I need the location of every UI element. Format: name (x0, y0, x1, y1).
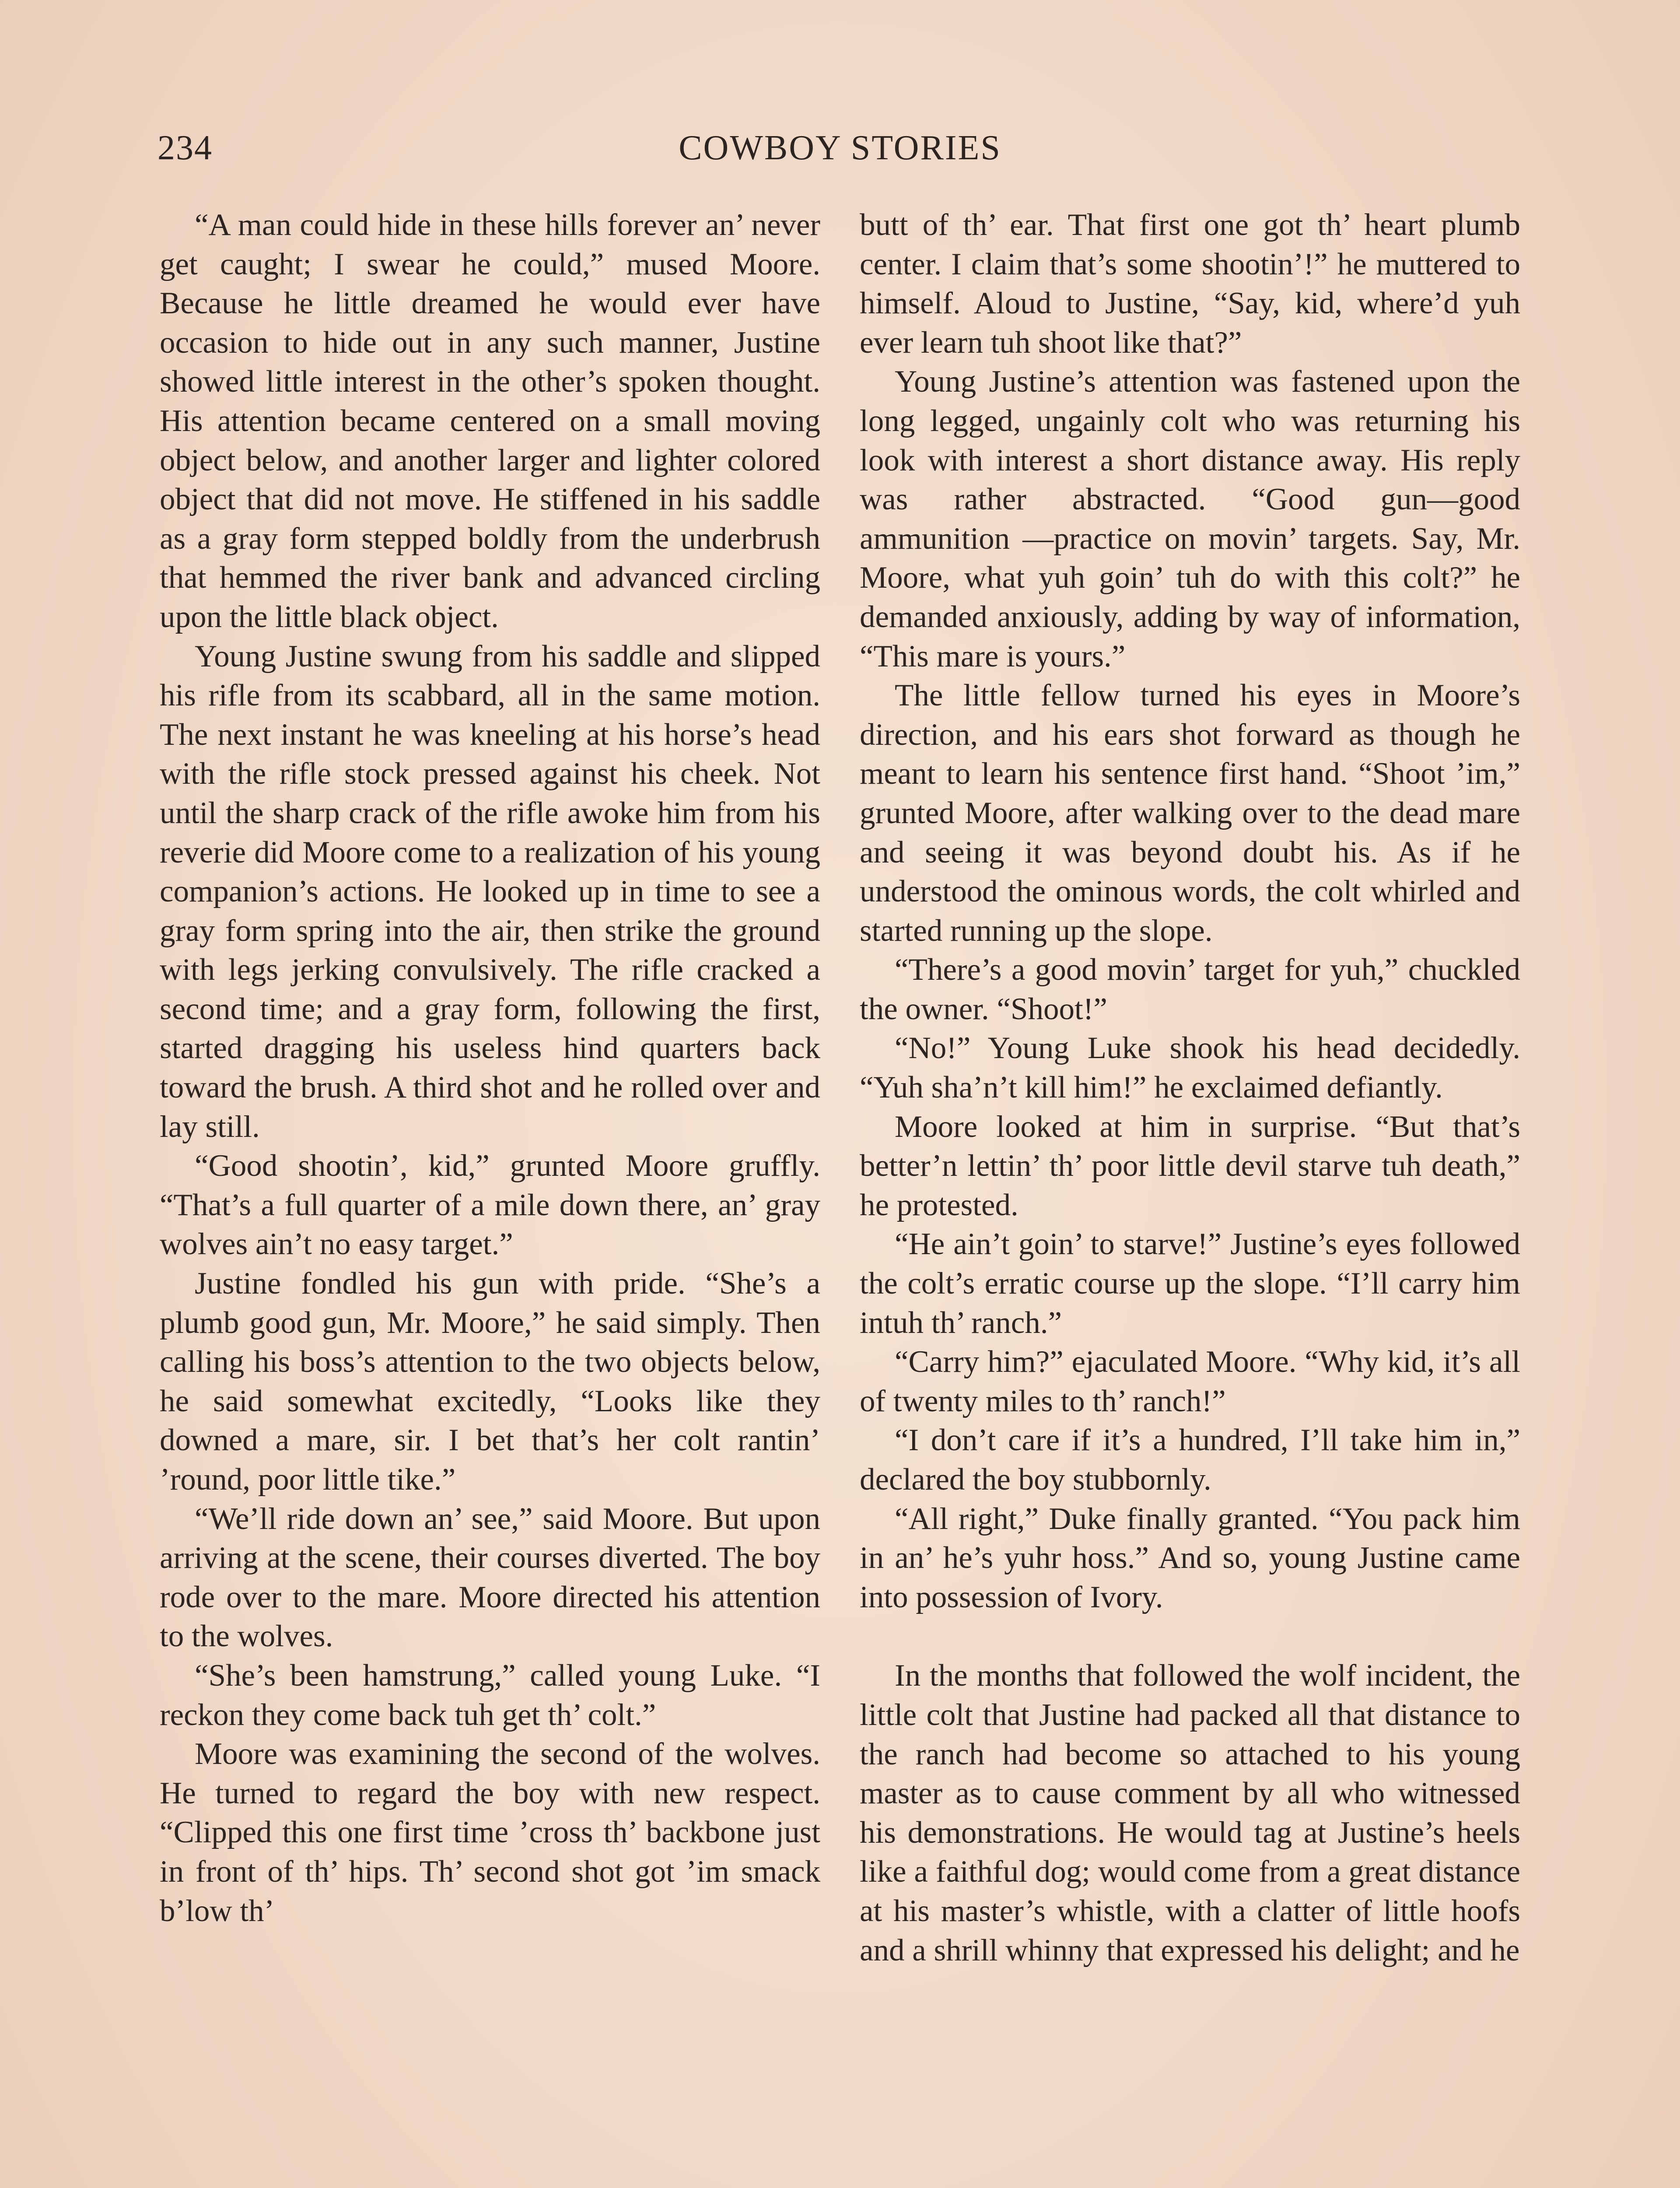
paragraph: “We’ll ride down an’ see,” said Moore. But upon arriving at the scene, their courses diverted. The boy rode over to the mare. Moore directed his attention to the wolves. (160, 1501, 820, 1654)
paragraph: “Carry him?” ejaculated Moore. “Why kid, it’s all of twenty miles to th’ ranch!” (860, 1345, 1520, 1418)
page-number: 234 (158, 129, 213, 167)
paragraph: “All right,” Duke finally granted. “You pack him in an’ he’s yuhr hoss.” And so, young Justine came into possession of Ivory. (860, 1501, 1520, 1614)
paragraph: Moore looked at him in surprise. “But that’s better’n lettin’ th’ poor little devil starve tuh death,” he protested. (860, 1109, 1520, 1222)
paragraph: The little fellow turned his eyes in Moore’s direction, and his ears shot forward as though he meant to learn his sentence first hand. “Shoot ’im,” grunted Moore, after walking over to the dead mare and seeing it was beyond doubt his. As if he understood the ominous words, the colt whirled and started running up the slope. (860, 678, 1520, 948)
paragraph: “I don’t care if it’s a hundred, I’ll take him in,” declared the boy stubbornly. (860, 1423, 1520, 1497)
paragraph: Moore was examining the second of the wolves. He turned to regard the boy with new respect. “Clipped this one first time ’cross th’ backbone just in front of th’ hips. Th’ second shot got ’im smack b’low th’ (160, 1737, 820, 1928)
paragraph: “She’s been hamstrung,” called young Luke. “I reckon they come back tuh get th’ colt.” (160, 1658, 820, 1732)
page-header (158, 122, 1522, 174)
paragraph-new-section: In the months that followed the wolf incident, the little colt that Justine had packed all that distance to the ranch had become so attached to his young master as to cause comment by all who witnessed his demonstrations. He would tag at Justine’s heels like a faithful dog; would come from a great distance at his master’s whistle, with a clatter of little hoofs and a shrill whinny that expressed his delight; and he (860, 1659, 1520, 1967)
right-column (860, 206, 1520, 1970)
paragraph: “Good shootin’, kid,” grunted Moore gruffly. “That’s a full quarter of a mile down there, an’ gray wolves ain’t no easy target.” (160, 1149, 820, 1262)
paragraph-continued: butt of th’ ear. That first one got th’ heart plumb center. I claim that’s some shootin’!” he muttered to himself. Aloud to Justine, “Say, kid, where’d yuh ever learn tuh shoot like that?” (860, 208, 1520, 360)
paragraph: Young Justine’s attention was fastened upon the long legged, ungainly colt who was returning his look with interest a short distance away. His reply was rather abstracted. “Good gun—good ammunition —practice on movin’ targets. Say, Mr. Moore, what yuh goin’ tuh do with this colt?” he demanded anxiously, adding by way of information, “This mare is yours.” (860, 365, 1520, 673)
paragraph: Young Justine swung from his saddle and slipped his rifle from its scabbard, all in the same motion. The next instant he was kneeling at his horse’s head with the rifle stock pressed against his cheek. Not until the sharp crack of the rifle awoke him from his reverie did Moore come to a realization of his young companion’s actions. He looked up in time to see a gray form spring into the air, then strike the ground with legs jerking convulsively. The rifle cracked a second time; and a gray form, following the first, started dragging his useless hind quarters back toward the brush. A third shot and he rolled over and lay still. (160, 639, 820, 1144)
running-head: COWBOY STORIES (679, 129, 1001, 167)
paragraph: “No!” Young Luke shook his head decidedly. “Yuh sha’n’t kill him!” he exclaimed defiantly. (860, 1031, 1520, 1105)
paragraph: “There’s a good movin’ target for yuh,” chuckled the owner. “Shoot!” (860, 953, 1520, 1026)
paragraph: “He ain’t goin’ to starve!” Justine’s eyes followed the colt’s erratic course up the slope. “I’ll carry him intuh th’ ranch.” (860, 1227, 1520, 1340)
left-column (160, 206, 820, 1931)
paragraph: Justine fondled his gun with pride. “She’s a plumb good gun, Mr. Moore,” he said simply. Then calling his boss’s attention to the two objects below, he said somewhat excitedly, “Looks like they downed a mare, sir. I bet that’s her colt rantin’ ’round, poor little tike.” (160, 1266, 820, 1497)
paragraph: “A man could hide in these hills forever an’ never get caught; I swear he could,” mused Moore. Because he little dreamed he would ever have occasion to hide out in any such manner, Justine showed little interest in the other’s spoken thought. His attention became centered on a small moving object below, and another larger and lighter colored object that did not move. He stiffened in his saddle as a gray form stepped boldly from the underbrush that hemmed the river bank and advanced circling upon the little black object. (160, 208, 820, 634)
